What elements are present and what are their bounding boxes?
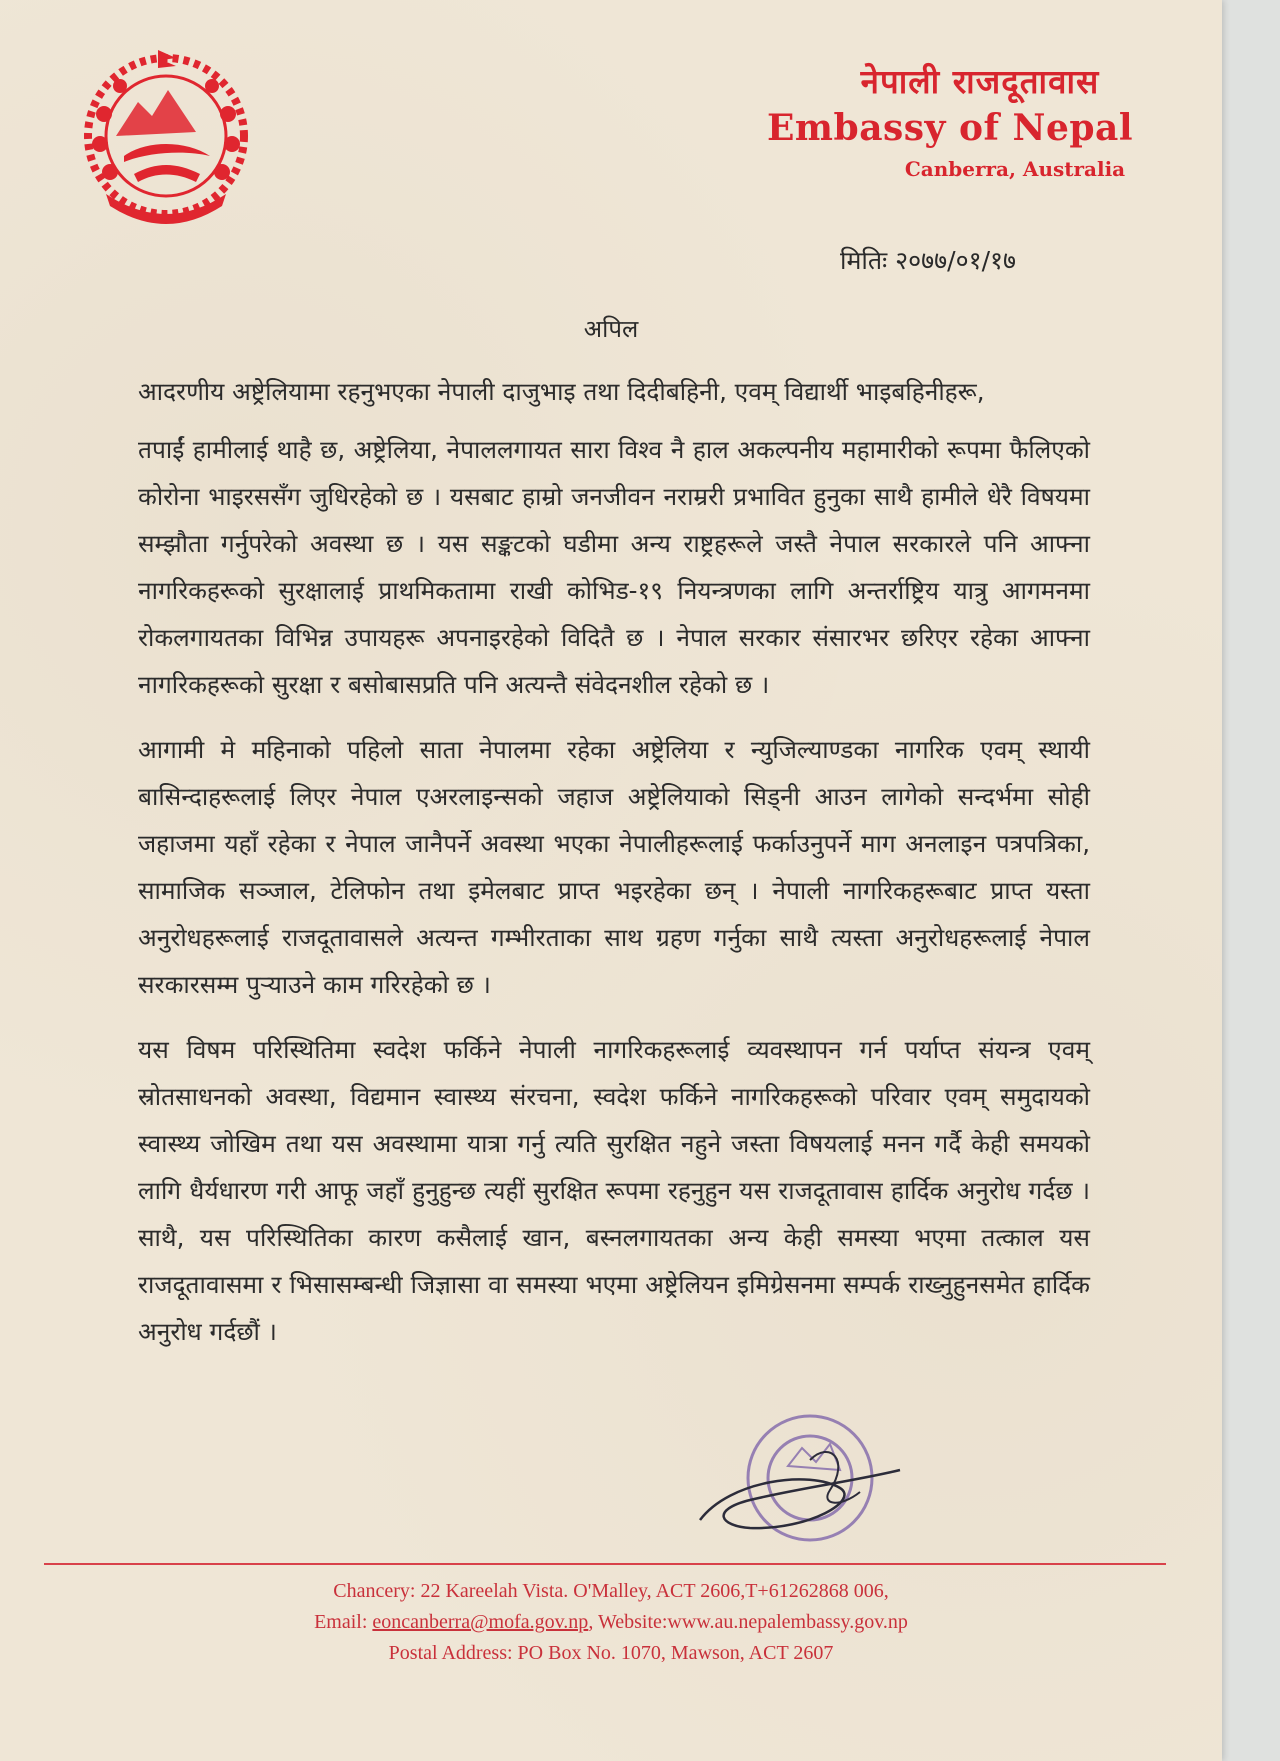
salutation: आदरणीय अष्ट्रेलियामा रहनुभएका नेपाली दाजुभाइ तथा दिदीबहिनी, एवम् विद्यार्थी भाइबहिनीहरू, xyxy=(138,377,985,406)
footer-divider xyxy=(44,1563,1166,1565)
paragraph-2: आगामी मे महिनाको पहिलो साता नेपालमा रहेका अष्ट्रेलिया र न्युजिल्याण्डका नागरिक एवम् स्थायी बासिन्दाहरूलाई लिएर नेपाल एअरलाइन्सको जहाज अष्ट्रेलियाको सिड्नी आउन लागेको सन्दर्भमा सोही जहाजमा यहाँ रहेका र नेपाल जानैपर्ने अवस्था भएका नेपालीहरूलाई फर्काउनुपर्ने माग अनलाइन पत्रपत्रिका, सामाजिक सञ्जाल, टेलिफोन तथा इमेलबाट प्राप्त भइरहेका छन् । नेपाली नागरिकहरूबाट प्राप्त यस्ता अनुरोधहरूलाई राजदूतावासले अत्यन्त गम्भीरताका साथ ग्रहण गर्नुका साथै त्यस्ता अनुरोधहरूलाई नेपाल सरकारसम्म पुऱ्याउने काम गरिरहेको छ । xyxy=(138,735,1090,999)
letter-body xyxy=(138,370,1090,1373)
signature-stamp xyxy=(690,1400,920,1580)
nepal-emblem-logo xyxy=(76,44,256,224)
letterhead xyxy=(740,58,1160,181)
footer-contact xyxy=(0,1607,1222,1638)
paragraph-1: तपाईं हामीलाई थाहै छ, अष्ट्रेलिया, नेपाललगायत सारा विश्व नै हाल अकल्पनीय महामारीको रूपमा फैलिएको कोरोना भाइरससँग जुधिरहेको छ । यसबाट हाम्रो जनजीवन नराम्ररी प्रभावित हुनुका साथै हामीले धेरै विषयमा सम्झौता गर्नुपरेको अवस्था छ । यस सङ्कटको घडीमा अन्य राष्ट्रहरूले जस्तै नेपाल सरकारले पनि आफ्ना नागरिकहरूको सुरक्षालाई प्राथमिकतामा राखी कोभिड-१९ नियन्त्रणका लागि अन्तर्राष्ट्रिय यात्रु आगमनमा रोकलगायतका विभिन्न उपायहरू अपनाइरहेको विदितै छ । नेपाल सरकार संसारभर छरिएर रहेका आफ्ना नागरिकहरूको सुरक्षा र बसोबासप्रति पनि अत्यन्तै संवेदनशील रहेको छ । xyxy=(138,435,1090,699)
footer-website: , Website:www.au.nepalembassy.gov.np xyxy=(588,1611,908,1633)
footer-chancery: Chancery: 22 Kareelah Vista. O'Malley, ACT 2606,T+61262868 006, xyxy=(333,1580,889,1602)
letter-date: मितिः २०७७/०१/१७ xyxy=(840,246,1016,275)
footer-email-label: Email: xyxy=(314,1611,373,1633)
embassy-name-english: Embassy of Nepal xyxy=(766,107,1134,149)
embassy-city: Canberra, Australia xyxy=(904,157,1126,181)
paragraph-3: यस विषम परिस्थितिमा स्वदेश फर्किने नेपाली नागरिकहरूलाई व्यवस्थापन गर्न पर्याप्त संयन्त्र एवम् स्रोतसाधनको अवस्था, विद्यमान स्वास्थ्य संरचना, स्वदेश फर्किने नागरिकहरूको परिवार एवम् समुदायको स्वास्थ्य जोखिम तथा यस अवस्थामा यात्रा गर्नु त्यति सुरक्षित नहुने जस्ता विषयलाई मनन गर्दै केही समयको लागि धैर्यधारण गरी आफू जहाँ हुनुहुन्छ त्यहीं सुरक्षित रूपमा रहनुहुन यस राजदूतावास हार्दिक अनुरोध गर्दछ । साथै, यस परिस्थितिका कारण कसैलाई खान, बस्नलगायतका अन्य केही समस्या भएमा तत्काल यस राजदूतावासमा र भिसासम्बन्धी जिज्ञासा वा समस्या भएमा अष्ट्रेलियन इमिग्रेसनमा सम्पर्क राख्नुहुनसमेत हार्दिक अनुरोध गर्दछौं । xyxy=(138,1035,1090,1346)
footer-email-link[interactable]: eoncanberra@mofa.gov.np xyxy=(372,1611,589,1633)
footer-postal-address: Postal Address: PO Box No. 1070, Mawson, ACT 2607 xyxy=(388,1642,834,1664)
letter-footer xyxy=(0,1576,1222,1669)
embassy-name-nepali: नेपाली राजदूतावास xyxy=(860,62,1100,101)
letter-subject: अपिल xyxy=(583,315,639,343)
